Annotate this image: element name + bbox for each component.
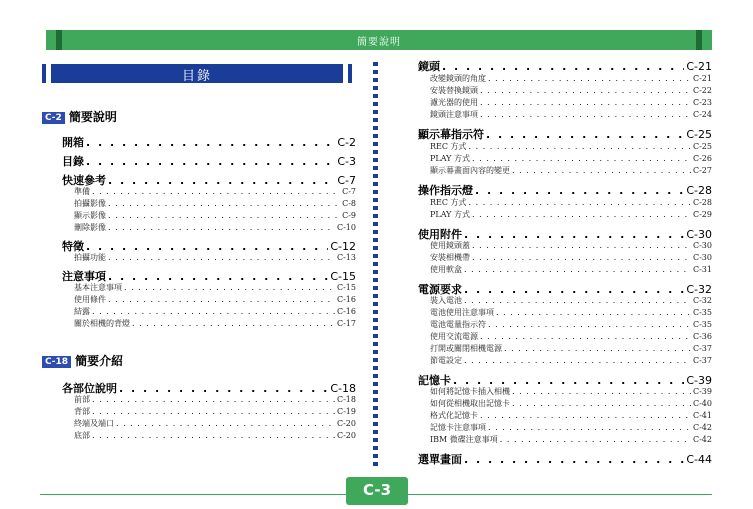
leader-dots bbox=[464, 356, 691, 365]
toc-subentry[interactable] bbox=[430, 422, 712, 434]
toc-subentry[interactable] bbox=[430, 398, 712, 410]
toc-entry-page: C-39 bbox=[686, 374, 712, 387]
toc-entry[interactable] bbox=[418, 126, 712, 141]
toc-entry-label: 電源要求 bbox=[418, 283, 462, 296]
leader-dots bbox=[124, 283, 335, 292]
toc-subentry-label: 顯示幕畫面內容的變更 bbox=[430, 166, 510, 175]
toc-entry-label: 操作指示燈 bbox=[418, 184, 473, 197]
toc-subentry-label: 終端及端口 bbox=[74, 419, 114, 428]
toc-subentry-label: REC 方式 bbox=[430, 142, 467, 151]
toc-entry-page: C-18 bbox=[330, 382, 356, 395]
toc-entry-page: C-3 bbox=[337, 155, 356, 168]
toc-subentry-page: C-30 bbox=[692, 241, 712, 250]
toc-subentry-label: 結露 bbox=[74, 307, 90, 316]
toc-subentry-page: C-15 bbox=[336, 283, 356, 292]
toc-subentry[interactable] bbox=[430, 343, 712, 355]
group-title: 簡要說明 bbox=[68, 110, 117, 124]
toc-subentry-label: 準備 bbox=[74, 187, 90, 196]
leader-dots bbox=[480, 411, 691, 420]
leader-dots bbox=[472, 154, 691, 163]
leader-dots bbox=[512, 399, 691, 408]
leader-dots bbox=[480, 332, 691, 341]
toc-entry[interactable] bbox=[62, 134, 356, 149]
leader-dots bbox=[472, 210, 691, 219]
leader-dots bbox=[504, 344, 691, 353]
toc-entry-label: 顯示幕指示符 bbox=[418, 128, 484, 141]
toc-subentry-page: C-39 bbox=[692, 387, 712, 396]
leader-dots bbox=[86, 136, 335, 149]
leader-dots bbox=[86, 155, 335, 168]
toc-subentry[interactable] bbox=[74, 394, 356, 406]
leader-dots bbox=[108, 223, 335, 232]
toc-entry-label: 選單畫面 bbox=[418, 453, 462, 466]
toc-subentry-page: C-20 bbox=[336, 419, 356, 428]
toc-subentry[interactable] bbox=[74, 222, 356, 234]
toc-subentry[interactable] bbox=[74, 210, 356, 222]
toc-entry-page: C-2 bbox=[337, 136, 356, 149]
leader-dots bbox=[512, 166, 691, 175]
toc-entry[interactable] bbox=[418, 372, 712, 387]
toc-subentry[interactable] bbox=[430, 386, 712, 398]
toc-entry-label: 快速參考 bbox=[62, 174, 106, 187]
header-band bbox=[40, 30, 712, 50]
toc-subentry-label: 使用軟盒 bbox=[430, 265, 462, 274]
leader-dots bbox=[442, 60, 684, 73]
toc-entry-label: 特徵 bbox=[62, 240, 84, 253]
toc-subentry-label: PLAY 方式 bbox=[430, 154, 470, 163]
toc-subentry[interactable] bbox=[74, 406, 356, 418]
toc-subentry-label: 使用鏡頭蓋 bbox=[430, 241, 470, 250]
toc-subentry-page: C-29 bbox=[692, 210, 712, 219]
toc-subentry-label: 刪除影像 bbox=[74, 223, 106, 232]
leader-dots bbox=[496, 308, 691, 317]
toc-subentry-label: 如何從相機取出記憶卡 bbox=[430, 399, 510, 408]
toc-subentry[interactable] bbox=[430, 165, 712, 177]
leader-dots bbox=[92, 431, 335, 440]
toc-subentry-label: 顯示影像 bbox=[74, 211, 106, 220]
toc-subentry[interactable] bbox=[430, 85, 712, 97]
toc-subentry-label: 安裝相機帶 bbox=[430, 253, 470, 262]
toc-entry-label: 目錄 bbox=[62, 155, 84, 168]
toc-entry[interactable] bbox=[418, 226, 712, 241]
toc-entry-page: C-32 bbox=[686, 283, 712, 296]
toc-subentry-label: 改變鏡頭的角度 bbox=[430, 74, 486, 83]
toc-subentry[interactable] bbox=[430, 355, 712, 367]
toc-subentry-label: 拍攝影像 bbox=[74, 199, 106, 208]
leader-dots bbox=[512, 387, 691, 396]
toc-subentry-page: C-27 bbox=[692, 166, 712, 175]
leader-dots bbox=[472, 241, 691, 250]
toc-subentry-page: C-31 bbox=[692, 265, 712, 274]
toc-subentry-label: 使用交流電源 bbox=[430, 332, 478, 341]
toc-entry-page: C-25 bbox=[686, 128, 712, 141]
group-title: 簡要介紹 bbox=[75, 354, 124, 368]
toc-subentry-page: C-35 bbox=[692, 308, 712, 317]
toc-subentry-page: C-32 bbox=[692, 296, 712, 305]
leader-dots bbox=[92, 395, 335, 404]
toc-subentry[interactable] bbox=[430, 209, 712, 221]
leader-dots bbox=[480, 98, 691, 107]
toc-entry[interactable] bbox=[418, 451, 712, 466]
toc-subentry-page: C-24 bbox=[692, 110, 712, 119]
leader-dots bbox=[488, 423, 691, 432]
toc-entry-page: C-7 bbox=[337, 174, 356, 187]
toc-subentry[interactable] bbox=[430, 319, 712, 331]
toc-subentry-label: 背部 bbox=[74, 407, 90, 416]
header-title: 簡要說明 bbox=[357, 37, 401, 48]
toc-entry-label: 各部位說明 bbox=[62, 382, 117, 395]
toc-subentry-label: 濾光器的使用 bbox=[430, 98, 478, 107]
toc-title: 目錄 bbox=[181, 69, 212, 84]
leader-dots bbox=[92, 407, 335, 416]
toc-subentry[interactable] bbox=[74, 430, 356, 442]
toc-entry-page: C-21 bbox=[686, 60, 712, 73]
toc-subentry-label: 前部 bbox=[74, 395, 90, 404]
toc-subentry-page: C-42 bbox=[692, 423, 712, 432]
toc-subentry[interactable] bbox=[430, 109, 712, 121]
leader-dots bbox=[92, 307, 335, 316]
toc-subentry-label: IBM 微碟注意事項 bbox=[430, 435, 498, 444]
toc-subentry[interactable] bbox=[74, 318, 356, 330]
toc-subentry-page: C-21 bbox=[692, 74, 712, 83]
leader-dots bbox=[108, 295, 335, 304]
leader-dots bbox=[472, 253, 691, 262]
leader-dots bbox=[500, 435, 691, 444]
toc-subentry-label: 節電設定 bbox=[430, 356, 462, 365]
toc-subentry-page: C-36 bbox=[692, 332, 712, 341]
toc-subentry-page: C-7 bbox=[342, 187, 356, 196]
toc-subentry-label: 安裝替換鏡頭 bbox=[430, 86, 478, 95]
toc-entry-page: C-30 bbox=[686, 228, 712, 241]
toc-subentry-page: C-41 bbox=[692, 411, 712, 420]
group-badge: C-2 bbox=[42, 112, 65, 124]
toc-entry-page: C-44 bbox=[686, 453, 712, 466]
leader-dots bbox=[116, 419, 335, 428]
toc-subentry-label: 如何將記憶卡插入相機 bbox=[430, 387, 510, 396]
toc-entry-label: 記憶卡 bbox=[418, 374, 451, 387]
toc-subentry-label: PLAY 方式 bbox=[430, 210, 470, 219]
toc-subentry[interactable] bbox=[74, 252, 356, 264]
toc-subentry[interactable] bbox=[430, 434, 712, 446]
toc-subentry-page: C-40 bbox=[692, 399, 712, 408]
leader-dots bbox=[108, 211, 340, 220]
toc-subentry-page: C-23 bbox=[692, 98, 712, 107]
toc-subentry[interactable] bbox=[430, 153, 712, 165]
leader-dots bbox=[480, 86, 691, 95]
toc-subentry-label: 記憶卡注意事項 bbox=[430, 423, 486, 432]
leader-dots bbox=[132, 319, 335, 328]
toc-subentry-label: 使用條件 bbox=[74, 295, 106, 304]
toc-subentry-label: 關於相機的背燈 bbox=[74, 319, 130, 328]
group-heading-brief-introduction bbox=[42, 352, 123, 369]
toc-subentry[interactable] bbox=[74, 198, 356, 210]
group-heading-brief-description bbox=[42, 108, 117, 125]
toc-entry[interactable] bbox=[62, 238, 356, 253]
toc-subentry-page: C-13 bbox=[336, 253, 356, 262]
toc-subentry-page: C-8 bbox=[342, 199, 356, 208]
toc-subentry-label: 電池電量指示符 bbox=[430, 320, 486, 329]
toc-subentry-page: C-28 bbox=[692, 198, 712, 207]
toc-entry[interactable] bbox=[418, 182, 712, 197]
toc-subentry-page: C-18 bbox=[336, 395, 356, 404]
toc-subentry-page: C-35 bbox=[692, 320, 712, 329]
toc-subentry[interactable] bbox=[430, 141, 712, 153]
leader-dots bbox=[464, 265, 691, 274]
toc-subentry-label: 拍攝功能 bbox=[74, 253, 106, 262]
toc-subentry[interactable] bbox=[74, 306, 356, 318]
toc-subentry[interactable] bbox=[74, 418, 356, 430]
toc-entry-label: 注意事項 bbox=[62, 270, 106, 283]
toc-subentry-page: C-26 bbox=[692, 154, 712, 163]
toc-entry-page: C-28 bbox=[686, 184, 712, 197]
toc-entry-page: C-15 bbox=[330, 270, 356, 283]
toc-subentry-page: C-16 bbox=[336, 307, 356, 316]
leader-dots bbox=[464, 296, 691, 305]
toc-subentry[interactable] bbox=[430, 197, 712, 209]
toc-entry[interactable] bbox=[62, 380, 356, 395]
toc-subentry[interactable] bbox=[430, 307, 712, 319]
toc-title-bar bbox=[42, 64, 352, 83]
toc-subentry-label: 底部 bbox=[74, 431, 90, 440]
column-divider bbox=[373, 62, 378, 468]
toc-entry[interactable] bbox=[62, 153, 356, 168]
toc-subentry[interactable] bbox=[74, 186, 356, 198]
toc-entry[interactable] bbox=[418, 281, 712, 296]
leader-dots bbox=[464, 453, 684, 466]
toc-subentry-page: C-37 bbox=[692, 344, 712, 353]
toc-subentry[interactable] bbox=[430, 410, 712, 422]
toc-subentry[interactable] bbox=[430, 73, 712, 85]
leader-dots bbox=[108, 199, 340, 208]
toc-entry-label: 開箱 bbox=[62, 136, 84, 149]
toc-subentry[interactable] bbox=[74, 282, 356, 294]
toc-subentry[interactable] bbox=[430, 331, 712, 343]
toc-subentry-label: 電池使用注意事項 bbox=[430, 308, 494, 317]
toc-subentry[interactable] bbox=[74, 294, 356, 306]
toc-subentry[interactable] bbox=[430, 264, 712, 276]
group-badge: C-18 bbox=[42, 356, 71, 368]
toc-subentry[interactable] bbox=[430, 252, 712, 264]
leader-dots bbox=[488, 320, 691, 329]
leader-dots bbox=[92, 187, 340, 196]
toc-entry[interactable] bbox=[62, 268, 356, 283]
toc-subentry-page: C-10 bbox=[336, 223, 356, 232]
toc-subentry-page: C-19 bbox=[336, 407, 356, 416]
leader-dots bbox=[486, 128, 684, 141]
toc-subentry-page: C-37 bbox=[692, 356, 712, 365]
toc-subentry-page: C-16 bbox=[336, 295, 356, 304]
toc-subentry-page: C-30 bbox=[692, 253, 712, 262]
toc-subentry-label: 基本注意事項 bbox=[74, 283, 122, 292]
toc-subentry[interactable] bbox=[430, 240, 712, 252]
toc-subentry[interactable] bbox=[430, 295, 712, 307]
leader-dots bbox=[469, 142, 691, 151]
leader-dots bbox=[108, 253, 335, 262]
toc-subentry-page: C-25 bbox=[692, 142, 712, 151]
toc-subentry[interactable] bbox=[430, 97, 712, 109]
leader-dots bbox=[488, 74, 691, 83]
leader-dots bbox=[480, 110, 691, 119]
toc-subentry-label: 裝入電池 bbox=[430, 296, 462, 305]
leader-dots bbox=[475, 184, 684, 197]
toc-entry-page: C-12 bbox=[330, 240, 356, 253]
toc-subentry-label: REC 方式 bbox=[430, 198, 467, 207]
toc-subentry-label: 打開或關閉相機電源 bbox=[430, 344, 502, 353]
toc-subentry-label: 格式化記憶卡 bbox=[430, 411, 478, 420]
toc-subentry-page: C-17 bbox=[336, 319, 356, 328]
toc-subentry-page: C-9 bbox=[342, 211, 356, 220]
leader-dots bbox=[469, 198, 691, 207]
toc-entry[interactable] bbox=[62, 172, 356, 187]
page-number: C-3 bbox=[346, 477, 408, 505]
toc-subentry-label: 鏡頭注意事項 bbox=[430, 110, 478, 119]
toc-entry[interactable] bbox=[418, 58, 712, 73]
toc-entry-label: 使用附件 bbox=[418, 228, 462, 241]
toc-subentry-page: C-22 bbox=[692, 86, 712, 95]
toc-subentry-page: C-20 bbox=[336, 431, 356, 440]
toc-entry-label: 鏡頭 bbox=[418, 60, 440, 73]
toc-subentry-page: C-42 bbox=[692, 435, 712, 444]
